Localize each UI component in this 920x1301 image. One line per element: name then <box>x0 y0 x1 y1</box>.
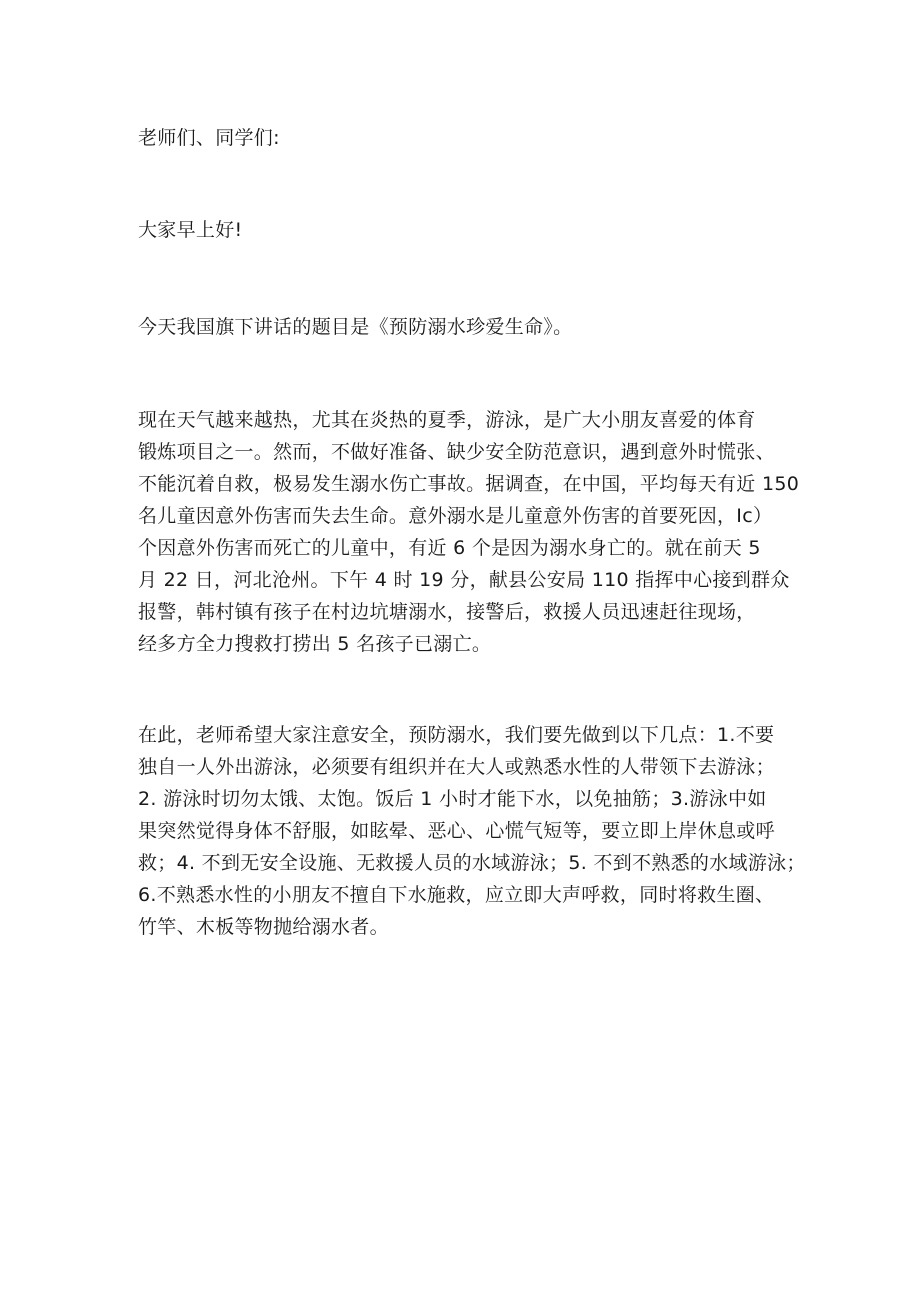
paragraph-line: 现在天气越来越热，尤其在炎热的夏季，游泳，是广大小朋友喜爱的体育 <box>138 409 756 431</box>
paragraph-line: 不能沉着自救，极易发生溺水伤亡事故。据调查，在中国，平均每天有近 150 <box>138 473 800 495</box>
paragraph-line: 经多方全力搜救打捞出 5 名孩子已溺亡。 <box>138 633 492 655</box>
paragraph-line: 果突然觉得身体不舒服，如眩晕、恶心、心慌气短等，要立即上岸休息或呼 <box>138 820 775 842</box>
paragraph-line: 月 22 日，河北沧州。下午 4 时 19 分，献县公安局 110 指挥中心接到群众 <box>138 569 790 591</box>
paragraph-line: 锻炼项目之一。然而，不做好准备、缺少安全防范意识，遇到意外时慌张、 <box>138 441 775 463</box>
paragraph-line: 报警，韩村镇有孩子在村边坑塘溺水，接警后，救援人员迅速赶往现场， <box>138 601 756 623</box>
paragraph-line: 2. 游泳时切勿太饿、太饱。饭后 1 小时才能下水，以免抽筋；3.游泳中如 <box>138 788 767 810</box>
paragraph-line: 竹竿、木板等物抛给溺水者。 <box>138 916 389 938</box>
paragraph-line: 6.不熟悉水性的小朋友不擅自下水施救，应立即大声呼救，同时将救生圈、 <box>138 884 775 906</box>
greeting-line: 老师们、同学们: <box>138 127 280 149</box>
paragraph-line: 救；4. 不到无安全设施、无救援人员的水域游泳；5. 不到不熟悉的水域游泳； <box>138 852 806 874</box>
paragraph-line: 在此，老师希望大家注意安全，预防溺水，我们要先做到以下几点：1.不要 <box>138 724 775 746</box>
paragraph-line: 个因意外伤害而死亡的儿童中，有近 6 个是因为溺水身亡的。就在前天 5 <box>138 537 761 559</box>
paragraph-line: 名儿童因意外伤害而失去生命。意外溺水是儿童意外伤害的首要死因，Ic） <box>138 505 773 527</box>
morning-greeting-line: 大家早上好! <box>138 219 243 241</box>
paragraph-line: 独自一人外出游泳，必须要有组织并在大人或熟悉水性的人带领下去游泳； <box>138 756 775 778</box>
speech-title-line: 今天我国旗下讲话的题目是《预防溺水珍爱生命》。 <box>138 316 573 338</box>
